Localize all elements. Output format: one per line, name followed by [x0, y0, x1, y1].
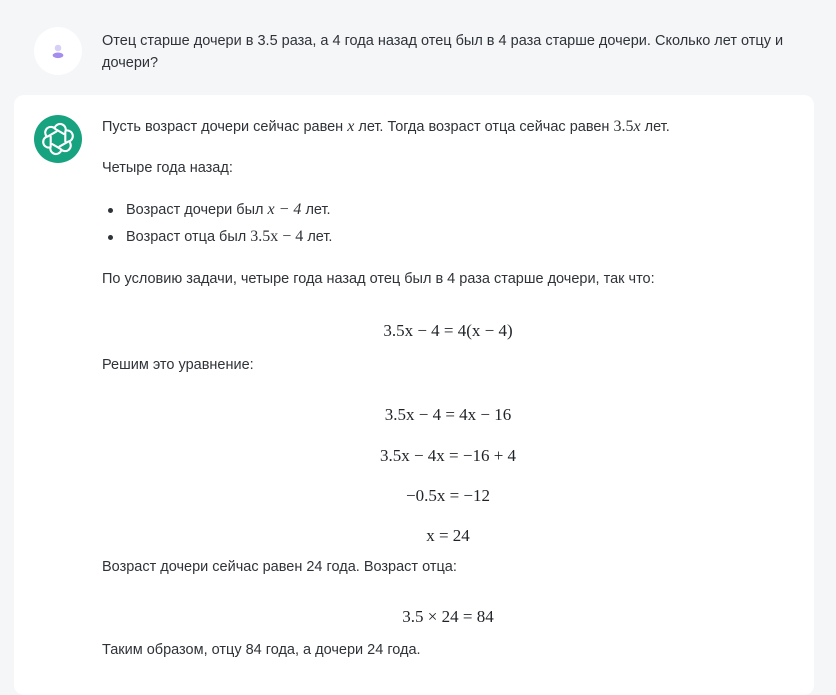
user-message: [0, 0, 836, 95]
bullet-father-after: лет.: [303, 229, 333, 245]
solution-step: x = 24: [426, 526, 470, 545]
user-avatar: [34, 27, 82, 75]
intro-before: Пусть возраст дочери сейчас равен: [102, 119, 348, 135]
father-age-equation: 3.5 × 24 = 84: [402, 607, 494, 626]
four-years-ago-heading: Четыре года назад:: [102, 160, 233, 176]
bullet-daughter-after: лет.: [301, 202, 331, 218]
bullet-marker: [108, 235, 113, 240]
intro-variable: x: [347, 118, 355, 135]
assistant-avatar: [34, 115, 82, 163]
intro-coefficient: 3.5: [613, 118, 634, 135]
bullet-father-math: 3.5x − 4: [250, 228, 304, 245]
intro-line: [102, 116, 670, 138]
bullet-marker: [108, 208, 113, 213]
user-message-text: Отец старше дочери в 3.5 раза, а 4 года назад отец был в 4 раза старше дочери. Сколько лет отцу и дочери?: [102, 33, 784, 71]
openai-logo-icon: [41, 122, 75, 156]
bullet-father-before: Возраст отца был: [126, 229, 251, 245]
bullet-daughter-before: Возраст дочери был: [126, 202, 268, 218]
bullet-daughter-math: x − 4: [267, 201, 302, 218]
daughter-age-text: Возраст дочери сейчас равен 24 года. Возраст отца:: [102, 559, 457, 575]
conclusion-text: Таким образом, отцу 84 года, а дочери 24 года.: [102, 642, 421, 658]
solution-step: −0.5x = −12: [405, 486, 490, 505]
solution-step: 3.5x − 4 = 4x − 16: [384, 405, 512, 424]
intro-middle: лет. Тогда возраст отца сейчас равен: [354, 119, 614, 135]
condition-text: По условию задачи, четыре года назад отец был в 4 раза старше дочери, так что:: [102, 271, 655, 287]
bullet-father: [126, 226, 332, 248]
main-equation: 3.5x − 4 = 4(x − 4): [383, 321, 513, 340]
solution-step: 3.5x − 4x = −16 + 4: [379, 446, 517, 465]
solve-heading: Решим это уравнение:: [102, 357, 254, 373]
intro-expression-variable: x: [633, 118, 641, 135]
user-icon: [50, 43, 66, 59]
bullet-daughter: [126, 199, 331, 221]
intro-after: лет.: [640, 119, 670, 135]
